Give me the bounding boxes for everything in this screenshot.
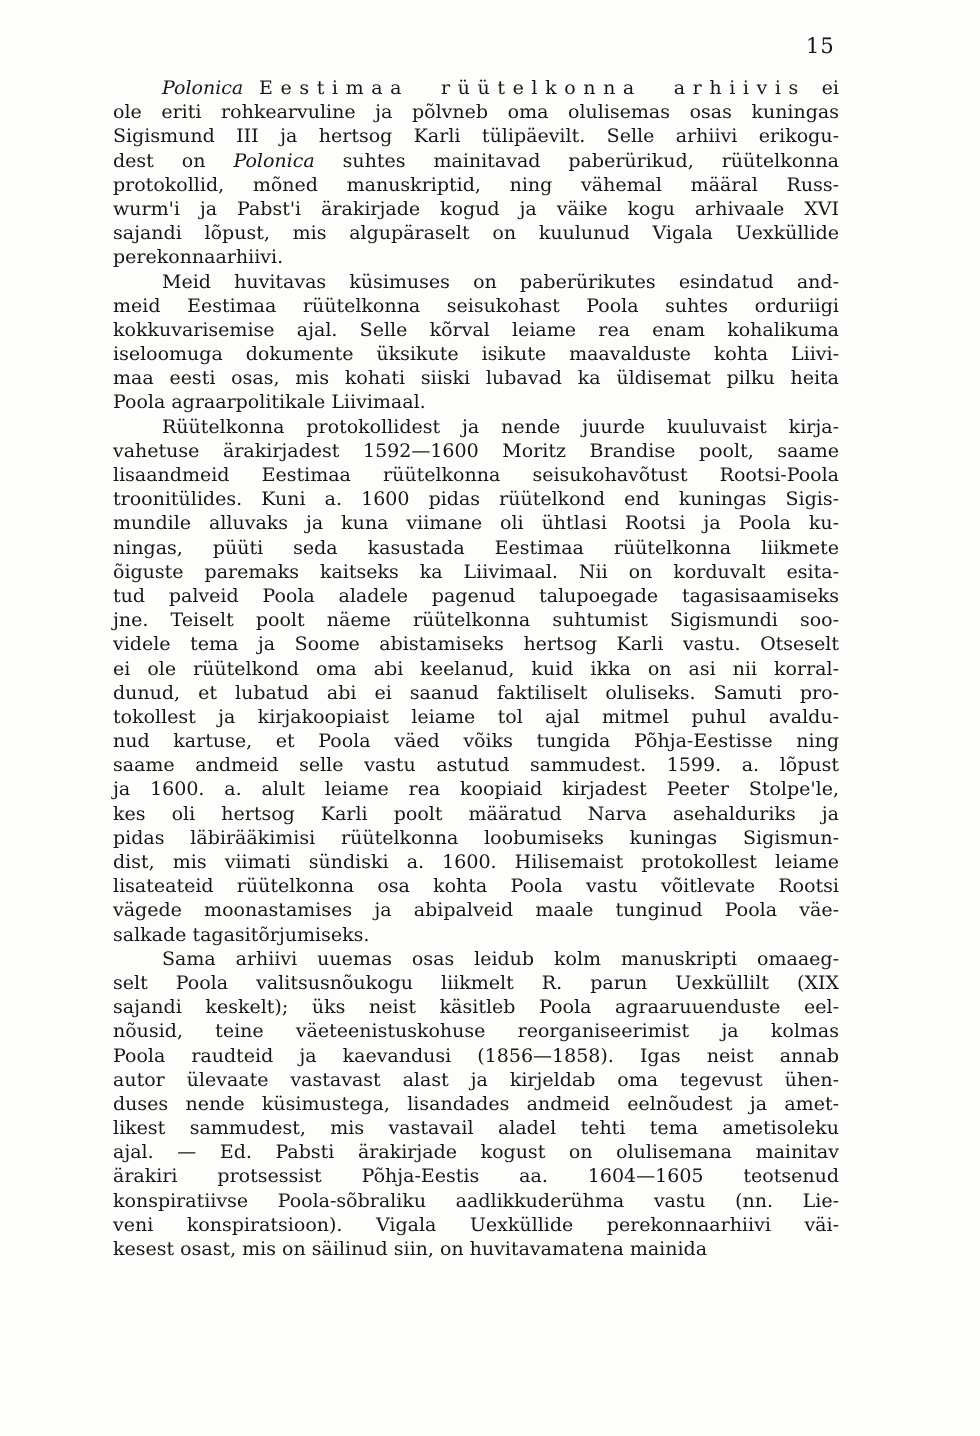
text-line <box>113 342 839 366</box>
text-line <box>113 487 839 511</box>
text-line <box>113 1068 839 1092</box>
text-segment: jne. Teiselt poolt näeme rüütelkonna suhtumist Sigismundi soo- <box>113 609 839 632</box>
text-segment: wurm'i ja Pabst'i ärakirjade kogud ja väike kogu arhivaale XVI <box>113 197 839 220</box>
text-segment: Eestimaa rüütelkonna arhiivis <box>259 77 806 99</box>
text-line <box>113 1116 839 1140</box>
text-line <box>113 971 839 995</box>
text-segment: lisaandmeid Eestimaa rüütelkonna seisukohavõtust Rootsi-Poola <box>113 464 839 486</box>
text-segment: lisateateid rüütelkonna osa kohta Poola vastu võitlevate Rootsi <box>113 875 839 898</box>
text-line <box>113 463 839 487</box>
text-segment: troonitülides. Kuni a. 1600 pidas rüütelkond end kuningas Sigis- <box>113 488 839 511</box>
text-segment: dunud, et lubatud abi ei saanud faktiliselt oluliseks. Samuti pro- <box>113 681 839 704</box>
text-segment: iseloomuga dokumente üksikute isikute maavalduste kohta Liivi- <box>113 343 839 366</box>
text-block <box>113 76 839 1261</box>
text-segment: ei <box>805 77 839 99</box>
text-segment: maa eesti osas, mis kohati siiski lubavad ka üldisemat pilku heita <box>113 367 839 390</box>
text-segment: konspiratiivse Poola-sõbraliku aadlikkuderühma vastu (nn. Lie- <box>113 1189 839 1212</box>
text-segment: sajandi keskelt); üks neist käsitleb Poola agraaruuenduste eel- <box>113 996 839 1019</box>
text-line <box>113 608 839 632</box>
text-line <box>113 1092 839 1116</box>
text-line <box>113 705 839 729</box>
text-segment: meid Eestimaa rüütelkonna seisukohast Poola suhtes orduriigi <box>113 294 839 317</box>
text-line <box>113 584 839 608</box>
text-line <box>113 1044 839 1068</box>
text-line <box>113 923 839 947</box>
text-segment: ei ole rüütelkond oma abi keelanud, kuid ikka on asi nii korral- <box>113 657 839 680</box>
text-line <box>113 149 839 173</box>
text-segment: duses nende küsimustega, lisandades andmeid eelnõudest ja amet- <box>113 1092 839 1115</box>
text-line <box>113 947 839 971</box>
text-segment: protokollid, mõned manuskriptid, ning vähemal määral Russ- <box>113 173 839 196</box>
text-segment: Poola agraarpolitikale Liivimaal. <box>113 391 426 414</box>
text-segment: Polonica <box>162 77 244 99</box>
text-segment: ningas, püüti seda kasustada Eestimaa rüütelkonna liikmete <box>113 536 839 559</box>
text-segment: ole eriti rohkearvuline ja põlvneb oma olulisemas osas kuningas <box>113 101 839 124</box>
text-segment: Sigismund III ja hertsog Karli tülipäevilt. Selle arhiivi erikogu- <box>113 125 839 148</box>
text-segment: tud palveid Poola aladele pagenud talupoegade tagasisaamiseks <box>113 584 839 607</box>
text-line <box>113 318 839 342</box>
text-segment: ajal. — Ed. Pabsti ärakirjade kogust on olulisemana mainitav <box>113 1141 839 1164</box>
text-line <box>113 874 839 898</box>
text-line <box>113 753 839 777</box>
text-line <box>113 366 839 390</box>
text-segment: mundile alluvaks ja kuna viimane oli ühtlasi Rootsi ja Poola ku- <box>113 512 839 535</box>
text-segment: Poola raudteid ja kaevandusi (1856—1858). Igas neist annab <box>113 1044 839 1067</box>
text-segment: selt Poola valitsusnõukogu liikmelt R. parun Uexküllilt (XIX <box>113 971 839 994</box>
text-line <box>113 536 839 560</box>
text-segment: kes oli hertsog Karli poolt määratud Narva asehalduriks ja <box>113 802 839 825</box>
text-segment: Meid huvitavas küsimuses on paberürikutes esindatud and- <box>162 270 839 293</box>
text-line <box>113 270 839 294</box>
text-line <box>113 221 839 245</box>
text-line <box>113 1213 839 1237</box>
text-segment: videle tema ja Soome abistamiseks hertsog Karli vastu. Otseselt <box>113 633 839 656</box>
text-line <box>113 100 839 124</box>
text-segment: salkade tagasitõrjumiseks. <box>113 923 370 946</box>
text-line <box>113 1189 839 1213</box>
text-line <box>113 1237 839 1261</box>
text-line <box>113 850 839 874</box>
text-line <box>113 729 839 753</box>
text-segment: suhtes mainitavad paberürikud, rüütelkonna <box>314 149 839 172</box>
text-segment: autor ülevaate vastavast alast ja kirjeldab oma tegevust ühen- <box>113 1068 839 1091</box>
text-line <box>113 197 839 221</box>
text-line <box>113 681 839 705</box>
text-line <box>113 777 839 801</box>
text-line <box>113 560 839 584</box>
text-segment: õiguste paremaks kaitseks ka Liivimaal. Nii on korduvalt esita- <box>113 560 839 583</box>
text-segment: perekonnaarhiivi. <box>113 246 284 269</box>
text-segment: nõusid, teine väeteenistuskohuse reorganiseerimist ja kolmas <box>113 1020 839 1043</box>
text-segment: dest on <box>113 149 234 172</box>
text-line <box>113 802 839 826</box>
paragraph <box>113 270 839 415</box>
text-line <box>113 173 839 197</box>
text-line <box>113 898 839 922</box>
paragraph <box>113 947 839 1261</box>
text-segment: sajandi lõpust, mis algupäraselt on kuulunud Vigala Uexküllide <box>113 222 839 245</box>
text-segment: Polonica <box>233 149 315 172</box>
text-line <box>113 1164 839 1188</box>
text-line <box>113 1140 839 1164</box>
text-line <box>113 511 839 535</box>
text-segment: tokollest ja kirjakoopiaist leiame tol ajal mitmel puhul avaldu- <box>113 705 839 728</box>
paragraph <box>113 76 839 270</box>
text-segment: likest sammudest, mis vastavail aladel tehti tema ametisoleku <box>113 1117 839 1140</box>
paragraph <box>113 415 839 947</box>
text-line <box>113 245 839 269</box>
text-line <box>113 124 839 148</box>
text-line <box>113 390 839 414</box>
text-segment: ja 1600. a. alult leiame rea koopiaid kirjadest Peeter Stolpe'le, <box>113 778 839 801</box>
text-segment: kokkuvarisemise ajal. Selle kõrval leiame rea enam kohalikuma <box>113 318 839 341</box>
text-segment: nud kartuse, et Poola väed võiks tungida Põhja-Eestisse ning <box>113 730 839 753</box>
text-line <box>113 632 839 656</box>
text-line <box>113 657 839 681</box>
text-segment <box>243 77 259 99</box>
text-line <box>113 76 839 100</box>
page-number: 15 <box>806 34 835 58</box>
text-segment: ärakiri protsessist Põhja-Eestis aa. 1604—1605 teotsenud <box>113 1165 839 1188</box>
text-line <box>113 294 839 318</box>
text-segment: vahetuse ärakirjadest 1592—1600 Moritz Brandise poolt, saame <box>113 439 839 462</box>
text-line <box>113 826 839 850</box>
text-segment: kesest osast, mis on säilinud siin, on huvitavamatena mainida <box>113 1238 708 1260</box>
text-line <box>113 439 839 463</box>
text-segment: pidas läbirääkimisi rüütelkonna loobumiseks kuningas Sigismun- <box>113 826 839 849</box>
text-line <box>113 415 839 439</box>
text-segment: saame andmeid selle vastu astutud sammudest. 1599. a. lõpust <box>113 754 839 777</box>
text-segment: Rüütelkonna protokollidest ja nende juurde kuuluvaist kirja- <box>162 415 839 438</box>
text-segment: Sama arhiivi uuemas osas leidub kolm manuskripti omaaeg- <box>162 947 839 970</box>
text-line <box>113 995 839 1019</box>
text-segment: dist, mis viimati sündiski a. 1600. Hilisemaist protokollest leiame <box>113 851 839 873</box>
text-line <box>113 1019 839 1043</box>
text-segment: vägede moonastamises ja abipalveid maale tunginud Poola väe- <box>113 899 839 922</box>
text-segment: veni konspiratsioon). Vigala Uexküllide perekonnaarhiivi väi- <box>113 1213 839 1236</box>
